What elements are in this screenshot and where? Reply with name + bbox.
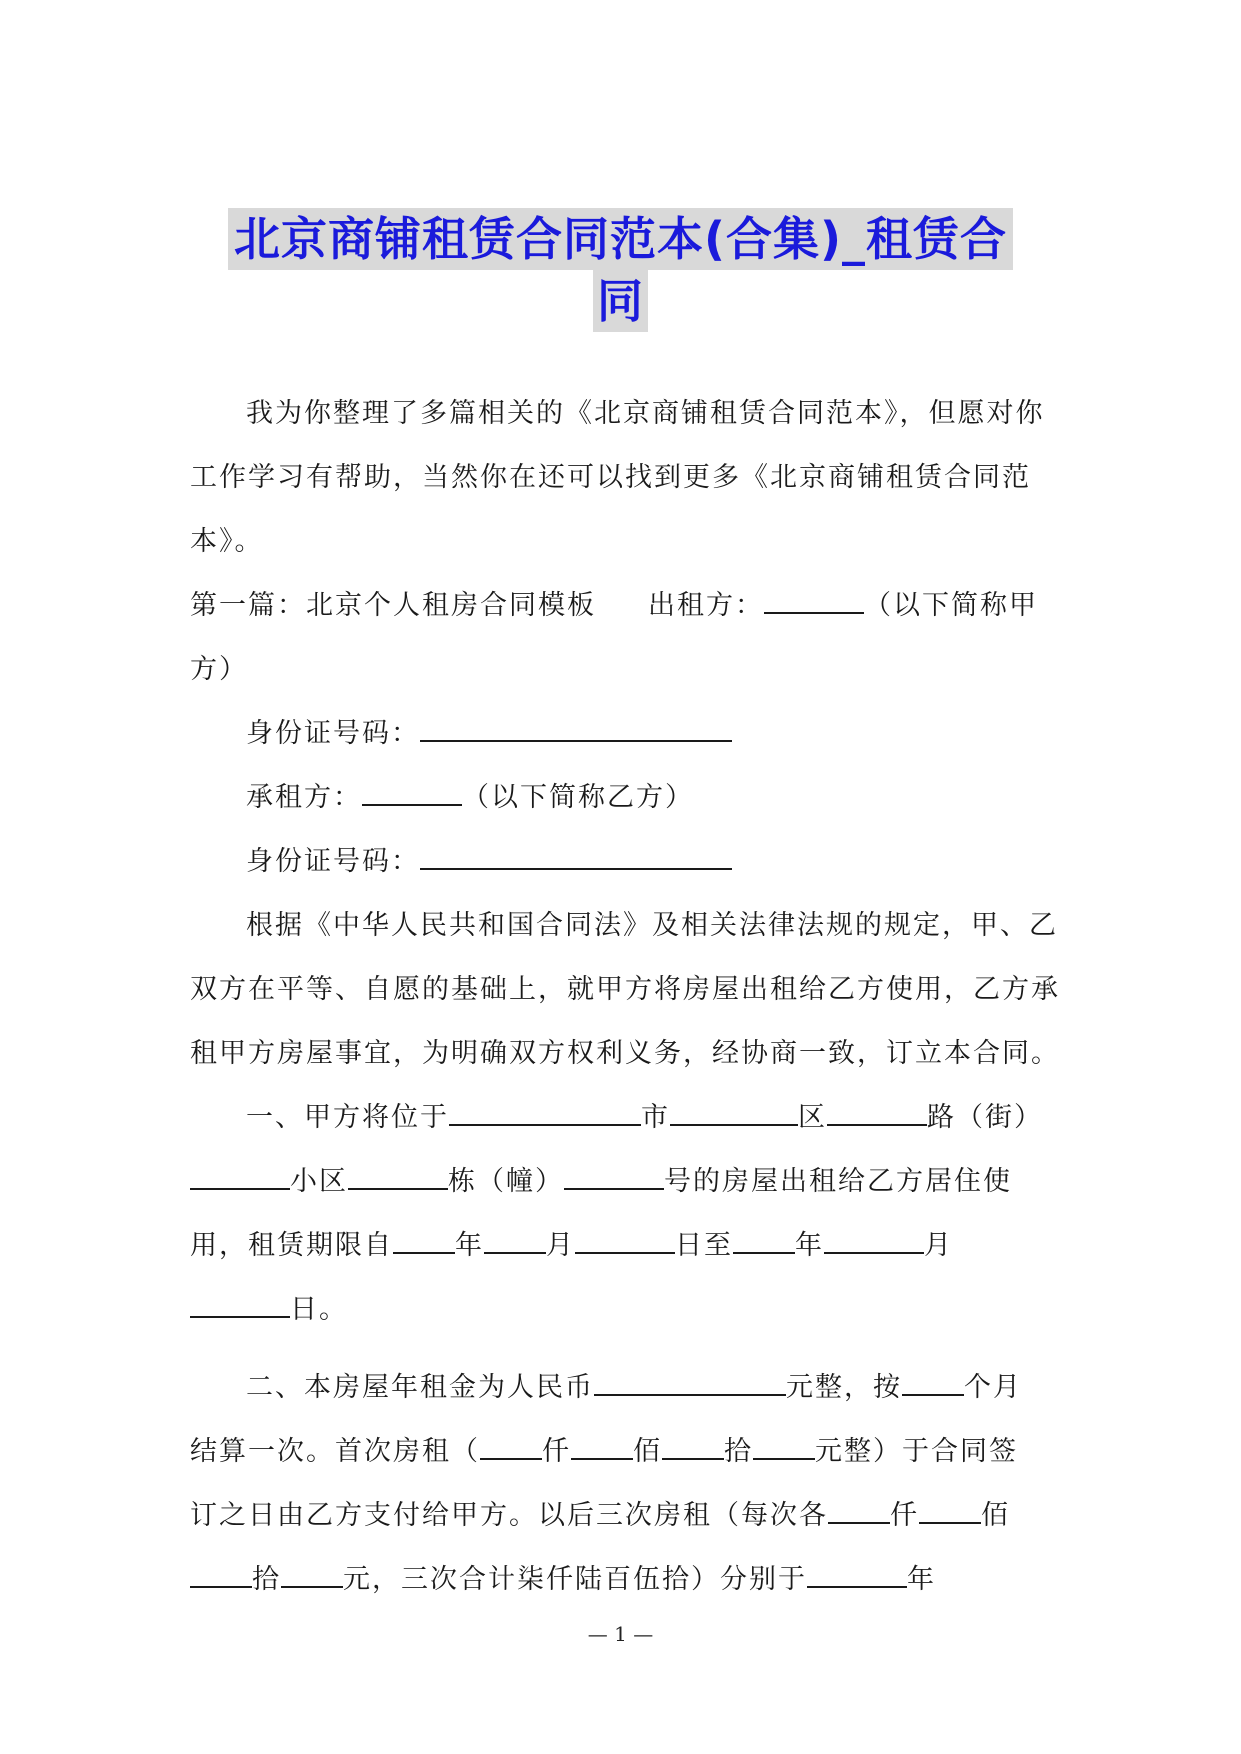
- tenant-id-blank: [420, 846, 732, 870]
- paragraph-gap: [190, 1342, 1080, 1356]
- id-label-1: 身份证号码：: [246, 718, 420, 749]
- intro-line-3: 本》。: [190, 526, 264, 557]
- tenant-label: 承租方：: [246, 782, 362, 813]
- district-blank: [670, 1102, 798, 1126]
- first-article-line: [190, 574, 1080, 638]
- document-title: [0, 208, 1241, 332]
- clause-1-line-3: [190, 1214, 1080, 1278]
- clause-2-text-l: 拾: [252, 1564, 281, 1595]
- each-unit-blank: [281, 1564, 343, 1588]
- clause-2-text-f: 佰: [633, 1436, 662, 1467]
- each-hundred-blank: [919, 1500, 981, 1524]
- city-blank: [449, 1102, 641, 1126]
- lessor-alias-cont: 方）: [190, 654, 248, 685]
- tenant-alias: （以下简称乙方）: [462, 782, 694, 813]
- first-thousand-blank: [480, 1436, 542, 1460]
- end-month-blank: [824, 1230, 924, 1254]
- clause-2-text-g: 拾: [724, 1436, 753, 1467]
- clause-1-text-n: 日。: [290, 1294, 348, 1325]
- building-blank: [348, 1166, 448, 1190]
- clause-2-text-d: 结算一次。首次房租（: [190, 1436, 480, 1467]
- clause-1-line-4: [190, 1278, 1080, 1342]
- law-line-3: 租甲方房屋事宜，为明确双方权利义务，经协商一致，订立本合同。: [190, 1038, 1060, 1069]
- community-blank: [190, 1166, 290, 1190]
- start-day-blank: [575, 1230, 675, 1254]
- first-unit-blank: [753, 1436, 815, 1460]
- clause-1-text-b: 市: [641, 1102, 670, 1133]
- clause-2-text-k: 佰: [981, 1500, 1010, 1531]
- clause-1-text-g: 号的房屋出租给乙方居住使: [664, 1166, 1012, 1197]
- tenant-id-line: [190, 830, 1080, 894]
- tenant-line: [190, 766, 1080, 830]
- clause-2-line-3: [190, 1484, 1080, 1548]
- months-blank: [902, 1372, 964, 1396]
- page-number: — 1 —: [587, 1622, 654, 1646]
- payment-year-blank: [807, 1564, 907, 1588]
- clause-1-text-j: 月: [546, 1230, 575, 1261]
- tenant-blank: [362, 782, 462, 806]
- intro-line-2: 工作学习有帮助，当然你在还可以找到更多《北京商铺租赁合同范: [190, 462, 1031, 493]
- clause-1-line-2: [190, 1150, 1080, 1214]
- each-thousand-blank: [828, 1500, 890, 1524]
- clause-2-text-i: 订之日由乙方支付给甲方。以后三次房租（每次各: [190, 1500, 828, 1531]
- clause-1-text-h: 用，租赁期限自: [190, 1230, 393, 1261]
- number-blank: [564, 1166, 664, 1190]
- clause-1-text-m: 月: [924, 1230, 953, 1261]
- document-body: [190, 382, 1080, 1612]
- clause-2-text-b: 元整，按: [786, 1372, 902, 1403]
- lessor-blank: [764, 590, 864, 614]
- first-hundred-blank: [571, 1436, 633, 1460]
- first-ten-blank: [662, 1436, 724, 1460]
- id-label-2: 身份证号码：: [246, 846, 420, 877]
- start-year-blank: [393, 1230, 455, 1254]
- clause-2-text-a: 二、本房屋年租金为人民币: [246, 1372, 594, 1403]
- first-article-title: 第一篇：北京个人租房合同模板: [190, 590, 596, 621]
- law-line-1: 根据《中华人民共和国合同法》及相关法律法规的规定，甲、乙: [246, 910, 1058, 941]
- clause-2-text-c: 个月: [964, 1372, 1022, 1403]
- law-line-2: 双方在平等、自愿的基础上，就甲方将房屋出租给乙方使用，乙方承: [190, 974, 1060, 1005]
- clause-2-line-1: [190, 1356, 1080, 1420]
- clause-1-text-l: 年: [795, 1230, 824, 1261]
- clause-2-line-2: [190, 1420, 1080, 1484]
- clause-2-text-e: 仟: [542, 1436, 571, 1467]
- each-ten-blank: [190, 1564, 252, 1588]
- clause-1-text-f: 栋（幢）: [448, 1166, 564, 1197]
- title-line-2: 同: [593, 270, 648, 332]
- end-year-blank: [733, 1230, 795, 1254]
- title-line-1: 北京商铺租赁合同范本(合集)_租赁合: [228, 208, 1013, 270]
- lessor-id-line: [190, 702, 1080, 766]
- road-blank: [827, 1102, 927, 1126]
- clause-1-text-d: 路（街）: [927, 1102, 1043, 1133]
- clause-2-text-h: 元整）于合同签: [815, 1436, 1018, 1467]
- intro-line-1: 我为你整理了多篇相关的《北京商铺租赁合同范本》，但愿对你: [246, 398, 1045, 429]
- clause-1-text-k: 日至: [675, 1230, 733, 1261]
- clause-1-text-e: 小区: [290, 1166, 348, 1197]
- rent-amount-blank: [594, 1372, 786, 1396]
- clause-2-text-j: 仟: [890, 1500, 919, 1531]
- clause-2-text-m: 元，三次合计柒仟陆百伍拾）分别于: [343, 1564, 807, 1595]
- clause-1-text-i: 年: [455, 1230, 484, 1261]
- lessor-label: 出租方：: [648, 590, 764, 621]
- clause-1-text-a: 一、甲方将位于: [246, 1102, 449, 1133]
- lessor-alias: （以下简称甲: [864, 590, 1038, 621]
- end-day-blank: [190, 1294, 290, 1318]
- clause-1-text-c: 区: [798, 1102, 827, 1133]
- clause-1-line-1: [190, 1086, 1080, 1150]
- clause-2-text-n: 年: [907, 1564, 936, 1595]
- lessor-id-blank: [420, 718, 732, 742]
- clause-2-line-4: [190, 1548, 1080, 1612]
- start-month-blank: [484, 1230, 546, 1254]
